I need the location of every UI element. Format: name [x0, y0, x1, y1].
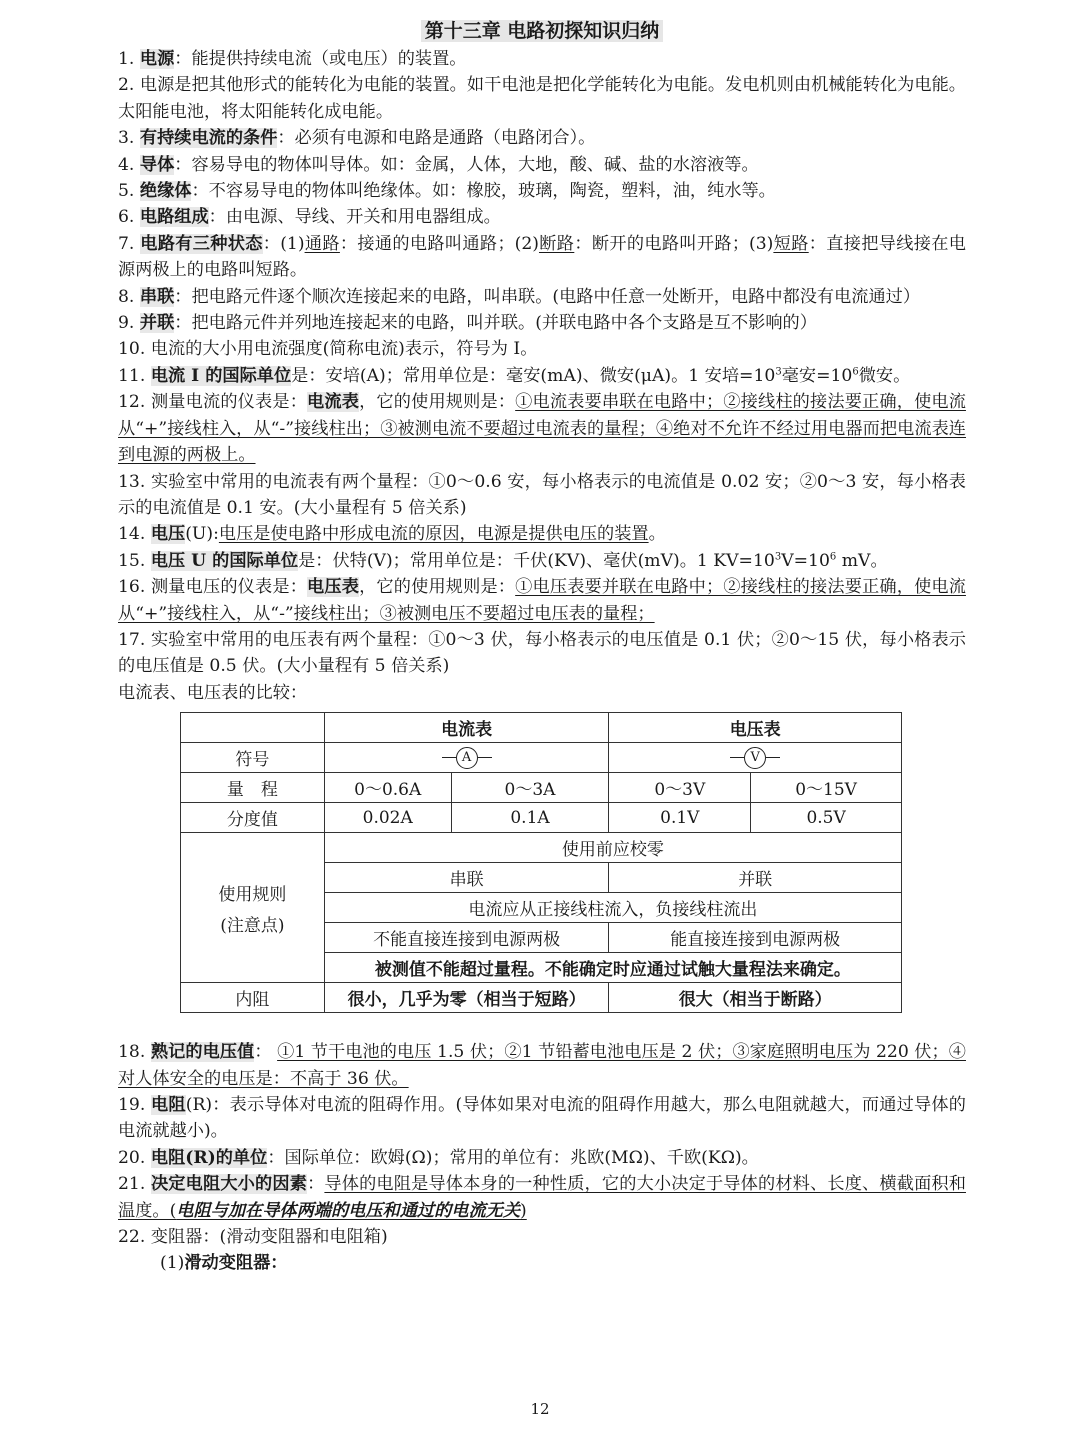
- item-13: 13. 实验室中常用的电流表有两个量程：①0～0.6 安，每小格表示的电流值是 0.02 安；②0～3 安，每小格表示的电流值是 0.1 安。(大小量程有 5 倍关系): [118, 471, 966, 518]
- table-row: [181, 833, 902, 863]
- item-11: 11. 电流 I 的国际单位是：安培(A)；常用单位是：毫安(mA)、微安(μA)。1 安培$=10^3$毫安$=10^6$微安。: [118, 365, 911, 386]
- item-3: 3. 有持续电流的条件：必须有电源和电路是通路（电路闭合）。: [118, 128, 596, 149]
- ammeter-symbol-letter: A: [456, 747, 478, 769]
- item-8: 8. 串联：把电路元件逐个顺次连接起来的电路，叫串联。(电路中任意一处断开，电路中都没有电流通过）: [118, 286, 921, 307]
- item-22-sub-1: (1)滑动变阻器：: [160, 1253, 288, 1274]
- table-row: [181, 773, 902, 803]
- table-cell: 被测值不能超过量程。不能确定时应通过试触大量程法来确定。: [324, 953, 901, 983]
- table-row: [181, 983, 902, 1013]
- row-label-resistance: 内阻: [181, 983, 325, 1013]
- header-ammeter: 电流表: [324, 713, 609, 743]
- table-cell: 0～15V: [751, 773, 902, 803]
- table-cell: 0～3V: [609, 773, 751, 803]
- item-4: 4. 导体：容易导电的物体叫导体。如：金属，人体，大地，酸、碱、盐的水溶液等。: [118, 154, 759, 175]
- item-5: 5. 绝缘体：不容易导电的物体叫绝缘体。如：橡胶，玻璃，陶瓷，塑料，油，纯水等。: [118, 181, 776, 202]
- page-title: 第十三章 电路初探知识归纳: [118, 18, 966, 44]
- ammeter-symbol-cell: [324, 743, 609, 773]
- table-cell: 0～3A: [451, 773, 609, 803]
- item-7: 7. 电路有三种状态：(1)通路：接通的电路叫通路；(2)断路：断开的电路叫开路；(3)短路：直接把导线接在电源两极上的电路叫短路。: [118, 233, 966, 281]
- table-cell: 0.1V: [609, 803, 751, 833]
- table-cell: 不能直接连接到电源两极: [324, 923, 609, 953]
- table-cell: 很小，几乎为零（相当于短路）: [324, 983, 609, 1013]
- item-2: 2. 电源是把其他形式的能转化为电能的装置。如干电池是把化学能转化为电能。发电机则由机械能转化为电能。太阳能电池，将太阳能转化成电能。: [118, 75, 966, 122]
- item-20: 20. 电阻(R)的单位：国际单位：欧姆(Ω)；常用的单位有：兆欧(MΩ)、千欧(KΩ)。: [118, 1147, 759, 1168]
- item-6: 6. 电路组成：由电源、导线、开关和用电器组成。: [118, 207, 501, 228]
- item-19: 19. 电阻(R)：表示导体对电流的阻碍作用。(导体如果对电流的阻碍作用越大，那么电阻就越大，而通过导体的电流就越小)。: [118, 1094, 966, 1142]
- row-label-division: 分度值: [181, 803, 325, 833]
- item-16: 16. 测量电压的仪表是：电压表，它的使用规则是：①电压表要并联在电路中；②接线柱的接法要正确，使电流从“+”接线柱入，从“-”接线柱出；③被测电压不要超过电压表的量程；: [118, 577, 966, 624]
- item-21: 21. 决定电阻大小的因素：导体的电阻是导体本身的一种性质，它的大小决定于导体的材料、长度、横截面积和温度。(电阻与加在导体两端的电压和通过的电流无关): [118, 1174, 966, 1221]
- item-15: 15. 电压 U 的国际单位是：伏特(V)；常用单位是：千伏(KV)、毫伏(mV)。1 $KV=10^3V=10^6$ mV。: [118, 550, 888, 571]
- ammeter-symbol-icon: [442, 747, 492, 769]
- item-10: 10. 电流的大小用电流强度(简称电流)表示，符号为 I。: [118, 339, 538, 360]
- voltmeter-symbol-letter: V: [744, 747, 766, 769]
- table-cell: 使用前应校零: [324, 833, 901, 863]
- table-row: [181, 713, 902, 743]
- table-cell: 很大（相当于断路）: [609, 983, 902, 1013]
- table-cell: 并联: [609, 863, 902, 893]
- item-14: 14. 电压(U):电压是使电路中形成电流的原因，电源是提供电压的装置。: [118, 524, 666, 545]
- voltmeter-symbol-icon: [730, 747, 780, 769]
- table-row: [181, 743, 902, 773]
- page-number: 12: [530, 1400, 550, 1418]
- row-label-rules: 使用规则 (注意点): [181, 833, 325, 983]
- voltmeter-symbol-cell: [609, 743, 902, 773]
- row-label-range: 量 程: [181, 773, 325, 803]
- item-18: 18. 熟记的电压值： ①1 节干电池的电压 1.5 伏；②1 节铅蓄电池电压是 2 伏；③家庭照明电压为 220 伏；④对人体安全的电压是：不高于 36 伏。: [118, 1042, 966, 1089]
- item-22: 22. 变阻器：(滑动变阻器和电阻箱): [118, 1227, 388, 1247]
- table-cell: 0.02A: [324, 803, 451, 833]
- table-cell: [181, 713, 325, 743]
- table-cell: 电流应从正接线柱流入，负接线柱流出: [324, 893, 901, 923]
- item-1: 1. 电源：能提供持续电流（或电压）的装置。: [118, 49, 467, 69]
- row-label-symbol: 符号: [181, 743, 325, 773]
- table-cell: 0.5V: [751, 803, 902, 833]
- table-cell: 0～0.6A: [324, 773, 451, 803]
- comparison-label: 电流表、电压表的比较：: [118, 682, 308, 703]
- item-9: 9. 并联：把电路元件并列地连接起来的电路，叫并联。(并联电路中各个支路是互不影响的）: [118, 313, 817, 334]
- table-cell: 0.1A: [451, 803, 609, 833]
- header-voltmeter: 电压表: [609, 713, 902, 743]
- item-12: 12. 测量电流的仪表是：电流表，它的使用规则是：①电流表要串联在电路中；②接线柱的接法要正确，使电流从“+”接线柱入，从“-”接线柱出；③被测电流不要超过电流表的量程；④绝对不允许不经过用电器而把电流表连到电源的两极上。: [118, 392, 966, 466]
- table-row: [181, 803, 902, 833]
- table-cell: 能直接连接到电源两极: [609, 923, 902, 953]
- meter-comparison-table: [180, 712, 902, 1013]
- table-cell: 串联: [324, 863, 609, 893]
- item-17: 17. 实验室中常用的电压表有两个量程：①0～3 伏，每小格表示的电压值是 0.1 伏；②0～15 伏，每小格表示的电压值是 0.5 伏。(大小量程有 5 倍关系): [118, 629, 966, 677]
- document-page: [118, 18, 966, 1277]
